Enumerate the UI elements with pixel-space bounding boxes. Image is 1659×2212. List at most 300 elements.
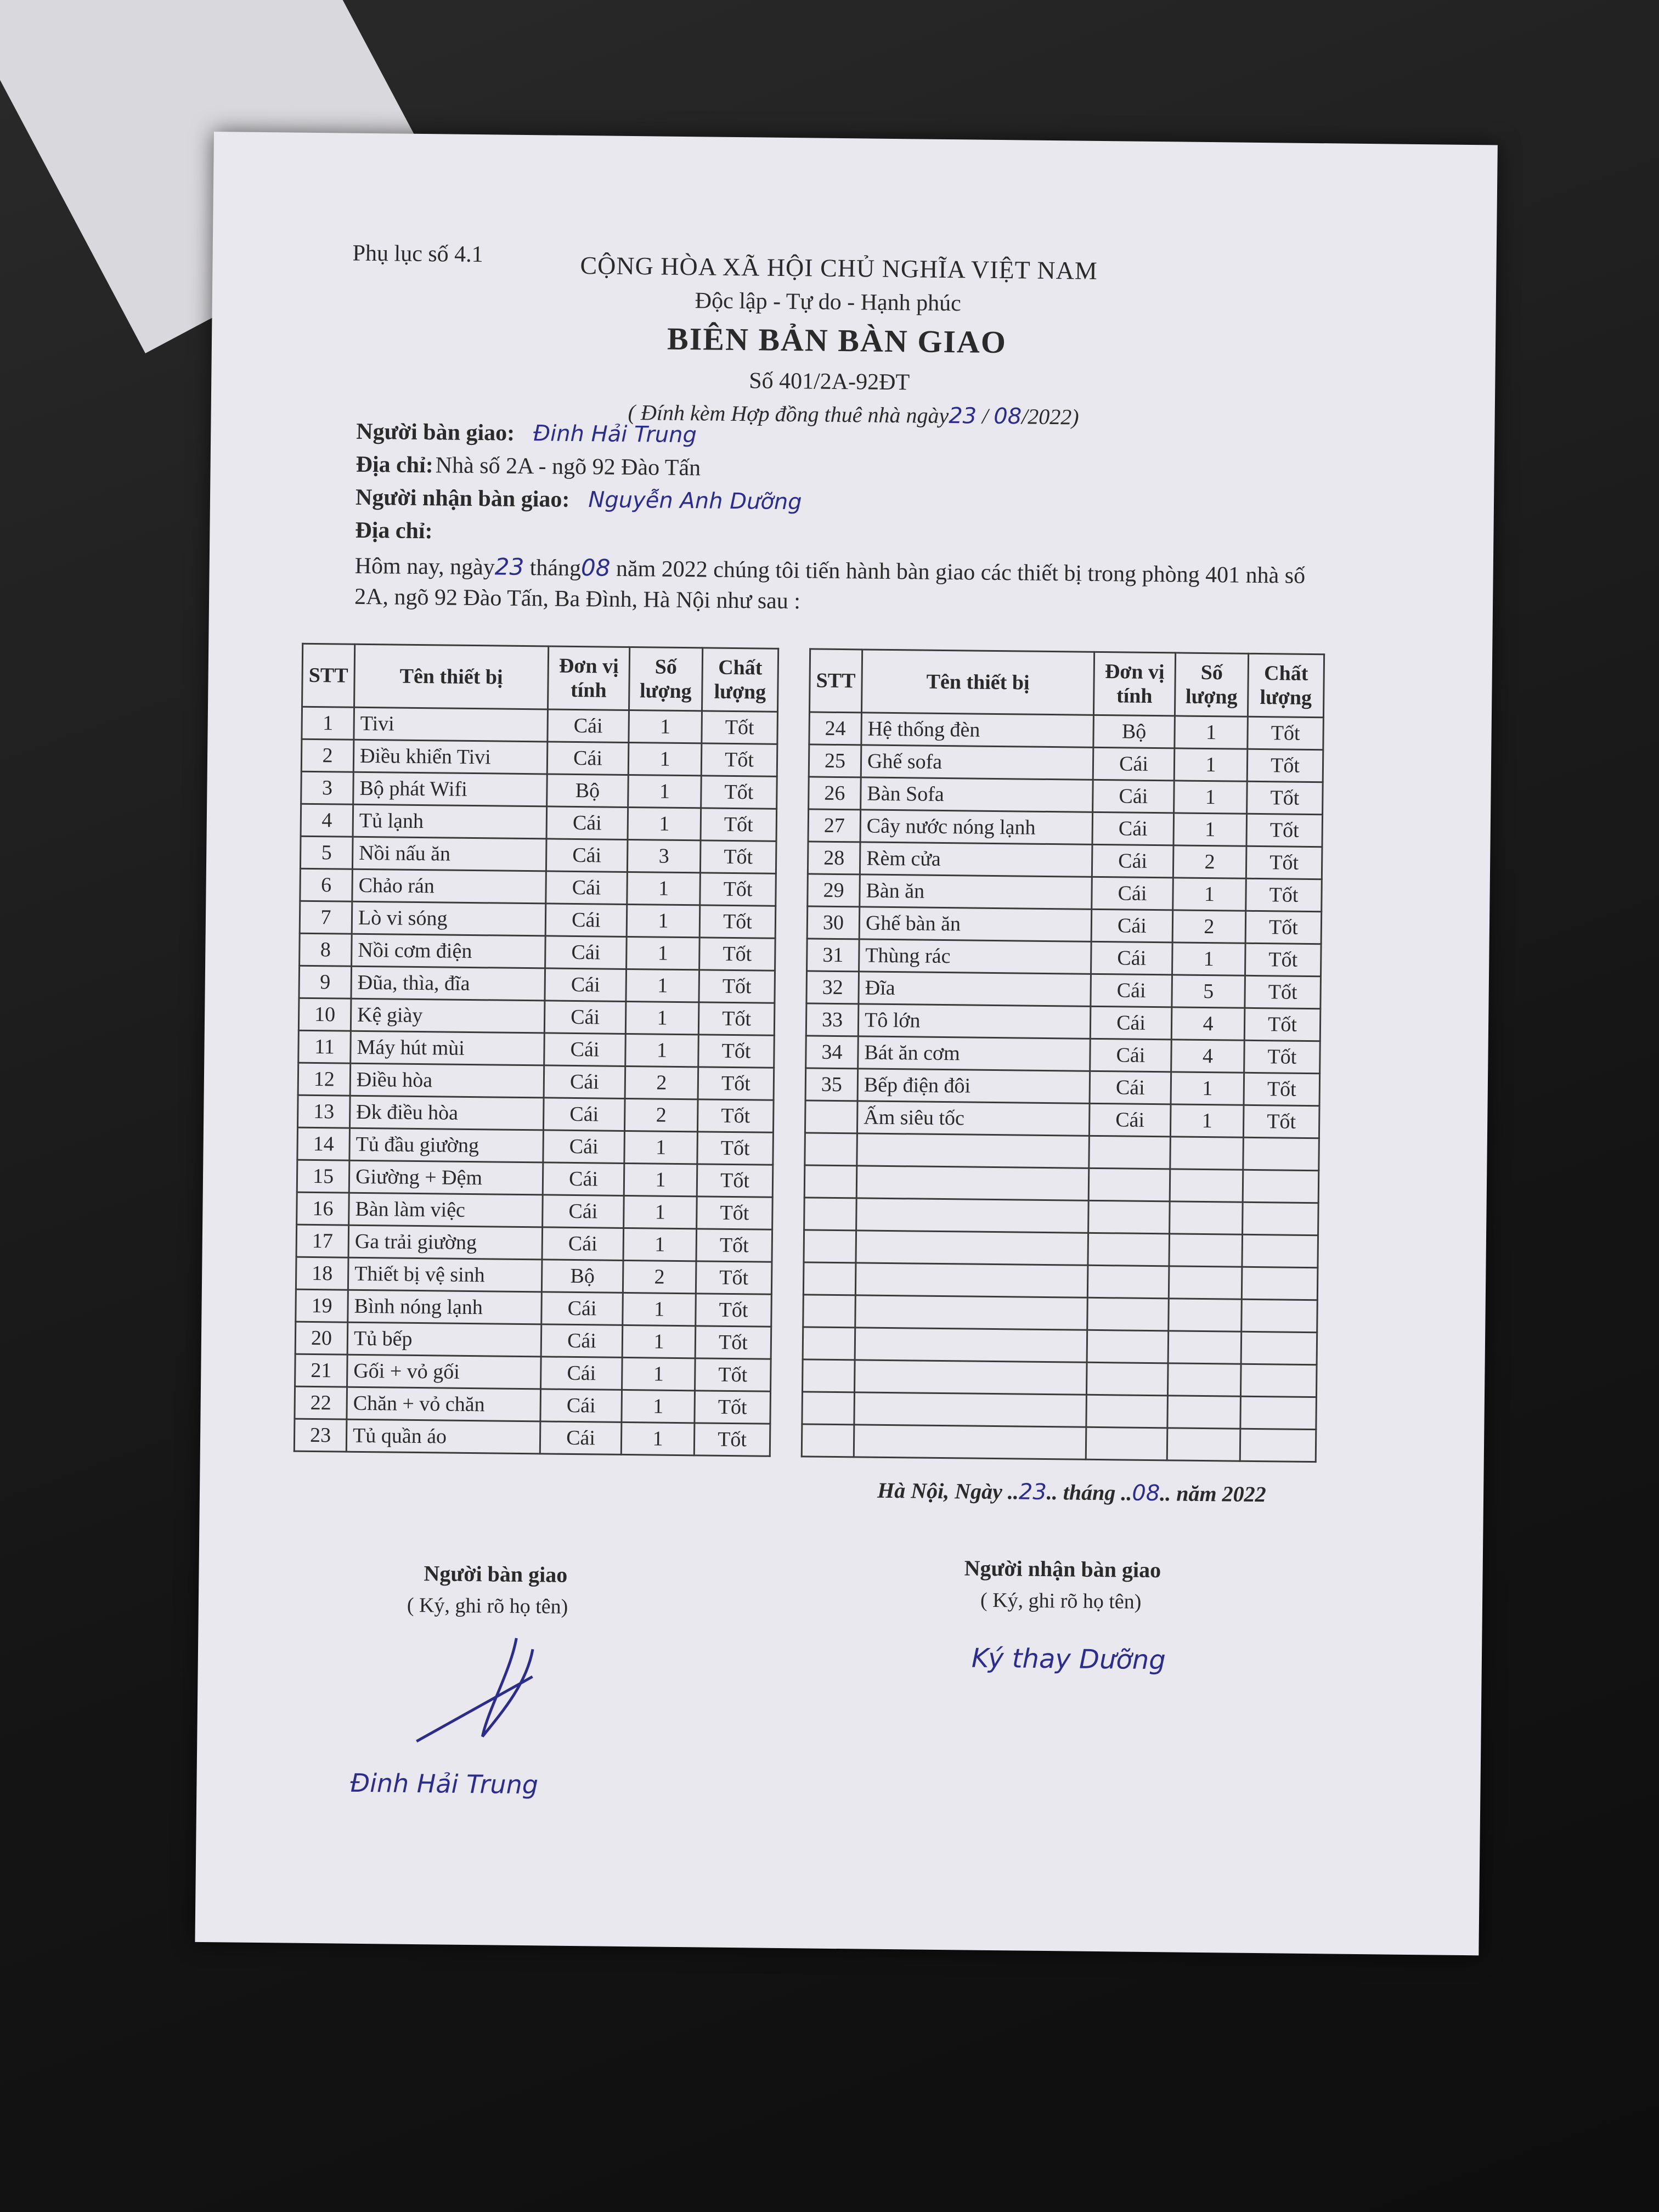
cell-name: Giường + Đệm <box>349 1160 543 1195</box>
col-qty: Số lượng <box>629 647 702 710</box>
cell-qty: 1 <box>623 1293 696 1325</box>
intro-p3: năm 2022 chúng tôi tiến hành bàn giao các thiết bị trong phòng 401 nhà số 2A, ngõ 92 Đào Tấn, Ba Đình, Hà Nội như sau : <box>354 556 1306 614</box>
receiver-label: Người nhận bàn giao: <box>355 484 570 512</box>
table-row <box>296 1289 772 1327</box>
cell-qty: 1 <box>622 1390 695 1423</box>
cell-quality <box>1240 1429 1316 1462</box>
cell-unit: Cái <box>548 709 629 743</box>
cell-name: Bếp điện đôi <box>857 1069 1090 1103</box>
cell-name: Ghế bàn ăn <box>859 907 1092 941</box>
cell-name: Đũa, thìa, đĩa <box>351 966 545 1001</box>
intro-day: 23 <box>494 553 524 580</box>
cell-unit: Cái <box>1091 941 1173 975</box>
equipment-table-right <box>801 648 1325 1463</box>
cell-quality: Tốt <box>702 711 778 744</box>
cell-stt: 5 <box>300 836 353 869</box>
cell-unit: Cái <box>1092 812 1174 845</box>
cell-stt: 27 <box>808 809 861 842</box>
date-prefix: Hà Nội, Ngày .. <box>877 1477 1019 1504</box>
cell-unit: Cái <box>544 1033 626 1066</box>
cell-stt: 33 <box>806 1003 859 1036</box>
cell-name <box>855 1328 1087 1362</box>
cell-unit: Cái <box>1093 747 1175 781</box>
cell-unit: Cái <box>547 742 629 775</box>
cell-stt: 25 <box>809 744 861 777</box>
table-row <box>804 1198 1319 1235</box>
cell-quality: Tốt <box>697 1197 773 1229</box>
table-row <box>298 1030 775 1068</box>
cell-stt: 17 <box>296 1224 349 1257</box>
cell-unit: Cái <box>1091 974 1172 1007</box>
cell-unit <box>1088 1233 1170 1266</box>
cell-name: Điều hòa <box>350 1063 544 1098</box>
address-value: Nhà số 2A - ngõ 92 Đào Tấn <box>435 453 701 481</box>
cell-unit <box>1086 1427 1167 1460</box>
cell-unit: Cái <box>1090 1071 1171 1104</box>
cell-qty <box>1167 1396 1241 1429</box>
receiver-signed-name: Ký thay Dưỡng <box>971 1643 1166 1676</box>
cell-unit: Cái <box>543 1195 624 1228</box>
cell-qty: 1 <box>622 1325 696 1358</box>
cell-name: Ấm siêu tốc <box>857 1101 1090 1136</box>
table-row <box>295 1354 771 1391</box>
cell-qty: 1 <box>627 872 701 905</box>
cell-stt <box>803 1262 856 1295</box>
document-title: BIÊN BẢN BÀN GIAO <box>667 320 1007 360</box>
cell-quality <box>1241 1331 1317 1364</box>
cell-quality <box>1243 1202 1319 1235</box>
cell-stt <box>803 1295 856 1328</box>
table-row <box>300 836 776 873</box>
cell-stt: 20 <box>295 1322 348 1355</box>
table-row <box>302 707 778 744</box>
cell-qty: 1 <box>627 904 700 937</box>
appendix-label: Phụ lục số 4.1 <box>352 240 483 268</box>
cell-qty <box>1168 1331 1242 1364</box>
cell-unit: Cái <box>1090 1039 1172 1072</box>
cell-quality <box>1242 1299 1318 1332</box>
cell-quality: Tốt <box>1243 1105 1319 1138</box>
table-row <box>808 874 1322 912</box>
cell-stt: 16 <box>297 1192 349 1225</box>
cell-qty: 2 <box>1173 845 1246 878</box>
equipment-table-left <box>294 643 779 1457</box>
table-row <box>802 1424 1316 1462</box>
cell-name: Gối + vỏ gối <box>347 1355 541 1389</box>
cell-stt <box>804 1230 856 1263</box>
address2-label: Địa chỉ: <box>355 517 433 544</box>
giver-signature-icon <box>405 1626 549 1754</box>
cell-stt: 13 <box>298 1095 351 1128</box>
cell-quality: Tốt <box>701 776 777 809</box>
cell-name: Bát ăn cơm <box>858 1036 1091 1071</box>
date-mid: .. tháng .. <box>1046 1480 1132 1505</box>
cell-stt: 1 <box>302 707 354 740</box>
table-left-body <box>294 707 777 1456</box>
cell-stt: 19 <box>296 1289 348 1322</box>
cell-name: Hệ thống đèn <box>861 713 1094 747</box>
cell-stt: 2 <box>301 739 354 772</box>
motto: Độc lập - Tự do - Hạnh phúc <box>695 288 962 317</box>
cell-qty: 1 <box>626 969 699 1002</box>
cell-unit: Cái <box>541 1357 623 1390</box>
cell-name <box>854 1392 1087 1427</box>
cell-qty <box>1169 1266 1242 1299</box>
table-row <box>298 1063 774 1100</box>
cell-unit: Cái <box>543 1098 625 1131</box>
cell-name: Thiết bị vệ sinh <box>348 1257 542 1292</box>
cell-qty: 1 <box>621 1422 695 1455</box>
cell-quality: Tốt <box>1245 975 1321 1008</box>
cell-stt: 18 <box>296 1257 348 1290</box>
table-row <box>301 739 777 776</box>
cell-qty: 1 <box>627 936 700 969</box>
table-row <box>300 868 776 906</box>
cell-name: Chảo rán <box>352 869 546 904</box>
cell-quality: Tốt <box>698 1002 775 1035</box>
cell-stt <box>805 1101 857 1133</box>
cell-qty: 1 <box>624 1131 698 1164</box>
cell-quality: Tốt <box>1247 749 1323 782</box>
cell-quality: Tốt <box>697 1132 774 1165</box>
cell-qty: 1 <box>1171 1072 1244 1105</box>
cell-unit: Cái <box>1092 844 1173 878</box>
table-row <box>297 1160 773 1197</box>
cell-quality: Tốt <box>697 1099 774 1132</box>
cell-unit <box>1087 1265 1169 1299</box>
table-row <box>803 1327 1317 1365</box>
cell-stt: 28 <box>808 842 860 874</box>
giver-signed-name: Đinh Hải Trung <box>350 1768 539 1800</box>
cell-quality: Tốt <box>1247 781 1323 814</box>
cell-quality: Tốt <box>698 1035 775 1068</box>
document-number: Số 401/2A-92ĐT <box>749 368 910 396</box>
table-row <box>295 1386 771 1424</box>
document-page <box>195 132 1497 1955</box>
date-month: 08 <box>1132 1480 1160 1506</box>
table-header-row <box>809 649 1324 718</box>
cell-stt: 12 <box>298 1063 351 1096</box>
cell-unit: Cái <box>1089 1103 1171 1137</box>
cell-quality: Tốt <box>699 970 775 1003</box>
cell-qty: 1 <box>629 710 702 743</box>
cell-qty: 1 <box>1173 878 1246 911</box>
cell-quality <box>1240 1364 1317 1397</box>
cell-name: Bình nóng lạnh <box>348 1290 542 1324</box>
cell-qty: 1 <box>1172 943 1246 975</box>
cell-stt <box>804 1198 857 1231</box>
col-name: Tên thiết bị <box>354 644 549 709</box>
table-row <box>300 901 776 938</box>
receiver-name: Nguyễn Anh Dưỡng <box>588 487 802 515</box>
table-row <box>807 939 1322 977</box>
cell-qty: 1 <box>625 1001 699 1034</box>
cell-qty <box>1167 1428 1240 1461</box>
cell-quality <box>1242 1234 1318 1267</box>
table-row <box>808 842 1322 879</box>
cell-qty <box>1169 1299 1242 1331</box>
cell-stt: 11 <box>298 1030 351 1063</box>
table-row <box>298 998 775 1035</box>
cell-unit <box>1087 1297 1169 1331</box>
cell-unit: Cái <box>541 1324 623 1358</box>
table-row <box>809 777 1323 815</box>
table-row <box>298 1095 774 1132</box>
table-row <box>296 1257 772 1294</box>
table-row <box>804 1165 1319 1203</box>
cell-stt <box>803 1359 855 1392</box>
cell-name: Máy hút mùi <box>351 1031 545 1065</box>
cell-stt <box>804 1165 857 1198</box>
table-row <box>301 804 777 841</box>
cell-stt: 7 <box>300 901 352 934</box>
intro-p1: Hôm nay, ngày <box>354 553 495 580</box>
cell-name: Điều khiển Tivi <box>353 740 548 774</box>
table-row <box>807 906 1322 944</box>
cell-qty: 1 <box>1170 1104 1244 1137</box>
cell-qty <box>1170 1169 1243 1202</box>
cell-qty <box>1169 1234 1243 1267</box>
cell-quality: Tốt <box>700 840 776 873</box>
cell-name: Tivi <box>354 707 548 742</box>
cell-quality: Tốt <box>701 808 777 841</box>
cell-unit <box>1088 1168 1170 1201</box>
table-row <box>806 1036 1321 1074</box>
cell-unit <box>1088 1200 1170 1234</box>
attachment-prefix: ( Đính kèm Hợp đồng thuê nhà ngày <box>628 399 949 428</box>
address-line <box>356 452 701 482</box>
cell-unit: Cái <box>1092 877 1173 910</box>
cell-qty: 2 <box>624 1098 698 1131</box>
cell-qty: 3 <box>627 839 701 872</box>
cell-name <box>857 1133 1090 1168</box>
table-row <box>296 1224 772 1262</box>
cell-unit: Bộ <box>541 1260 623 1293</box>
cell-name: Tủ đầu giường <box>349 1128 544 1163</box>
giver-sign-title: Người bàn giao <box>424 1561 568 1587</box>
cell-stt: 14 <box>297 1127 350 1160</box>
cell-stt: 29 <box>808 874 860 907</box>
cell-name: Tủ quần áo <box>346 1419 540 1454</box>
cell-quality: Tốt <box>695 1358 771 1391</box>
cell-quality: Tốt <box>696 1294 772 1327</box>
cell-stt <box>802 1424 854 1457</box>
cell-quality: Tốt <box>1245 911 1322 944</box>
cell-name: Nồi nấu ăn <box>352 837 546 871</box>
attachment-sep: / <box>976 403 994 428</box>
cell-name: Tủ lạnh <box>353 804 547 839</box>
cell-quality: Tốt <box>699 905 776 938</box>
cell-qty: 2 <box>625 1066 698 1099</box>
table-row <box>301 771 777 809</box>
giver-label: Người bàn giao: <box>356 419 515 446</box>
table-row <box>805 1068 1320 1106</box>
cell-qty <box>1167 1363 1241 1396</box>
cell-name: Ghế sofa <box>861 745 1093 780</box>
cell-stt <box>803 1327 855 1360</box>
cell-name: Bộ phát Wifi <box>353 772 548 806</box>
cell-stt: 22 <box>295 1386 347 1419</box>
cell-unit: Cái <box>1093 780 1175 813</box>
cell-unit: Cái <box>546 871 628 905</box>
receiver-line <box>356 484 802 516</box>
cell-unit: Cái <box>1091 909 1173 943</box>
cell-quality: Tốt <box>1244 1040 1321 1073</box>
table-row <box>805 1101 1319 1138</box>
cell-unit: Cái <box>543 1130 625 1164</box>
cell-name: Rèm cửa <box>860 842 1092 877</box>
table-header-row <box>302 644 778 712</box>
table-row <box>300 933 776 970</box>
cell-quality: Tốt <box>697 1164 773 1197</box>
cell-stt: 8 <box>300 933 352 966</box>
cell-name: Bàn Sofa <box>861 777 1093 812</box>
cell-quality: Tốt <box>694 1423 770 1456</box>
nation-heading: CỘNG HÒA XÃ HỘI CHỦ NGHĨA VIỆT NAM <box>580 251 1098 285</box>
cell-qty: 1 <box>624 1195 697 1228</box>
cell-quality: Tốt <box>695 1326 771 1359</box>
cell-stt: 31 <box>807 939 860 972</box>
cell-unit: Cái <box>541 1292 623 1325</box>
cell-unit: Cái <box>546 839 628 872</box>
receiver-sign-title: Người nhận bàn giao <box>964 1555 1161 1583</box>
table-row <box>808 809 1323 847</box>
cell-quality: Tốt <box>696 1261 772 1294</box>
cell-name: Lò vi sóng <box>352 901 546 936</box>
cell-name: Bàn làm việc <box>349 1193 543 1227</box>
cell-name <box>854 1425 1086 1459</box>
cell-quality: Tốt <box>699 938 776 970</box>
table-row <box>297 1192 773 1229</box>
cell-qty: 1 <box>622 1357 696 1390</box>
cell-quality: Tốt <box>700 873 776 906</box>
cell-qty: 4 <box>1171 1007 1245 1040</box>
cell-unit <box>1087 1330 1169 1363</box>
cell-quality <box>1243 1170 1319 1203</box>
attachment-day: 23 <box>948 403 977 429</box>
cell-qty: 1 <box>624 1163 697 1196</box>
cell-unit: Cái <box>542 1227 624 1261</box>
cell-stt: 30 <box>807 906 860 939</box>
cell-stt: 4 <box>301 804 353 837</box>
cell-name: Bàn ăn <box>860 874 1092 909</box>
table-row <box>802 1392 1317 1430</box>
cell-quality: Tốt <box>1244 1073 1320 1105</box>
cell-unit: Cái <box>545 904 627 937</box>
table-row <box>295 1322 771 1359</box>
address-label: Địa chỉ: <box>356 452 434 478</box>
cell-qty <box>1170 1201 1243 1234</box>
cell-quality: Tốt <box>1246 846 1322 879</box>
table-row <box>805 1133 1319 1171</box>
cell-qty: 1 <box>1173 813 1247 846</box>
cell-stt: 35 <box>805 1068 858 1101</box>
cell-name: Tủ bếp <box>347 1322 541 1357</box>
cell-quality <box>1243 1137 1319 1170</box>
col-quality: Chất lượng <box>1248 653 1324 717</box>
cell-qty: 4 <box>1171 1040 1245 1073</box>
col-unit: Đơn vị tính <box>548 646 630 710</box>
cell-quality: Tốt <box>701 743 777 776</box>
cell-quality: Tốt <box>1246 814 1323 847</box>
cell-stt: 23 <box>294 1419 347 1452</box>
col-unit: Đơn vị tính <box>1093 652 1175 716</box>
cell-stt: 15 <box>297 1160 349 1193</box>
cell-stt <box>805 1133 857 1166</box>
giver-name: Đinh Hải Trung <box>533 421 697 448</box>
cell-name: Thùng rác <box>859 939 1092 974</box>
cell-qty: 2 <box>623 1260 696 1293</box>
cell-quality: Tốt <box>1248 716 1324 749</box>
date-line <box>877 1477 1266 1507</box>
cell-name: Ga trải giường <box>348 1225 543 1260</box>
cell-unit <box>1086 1362 1168 1396</box>
cell-stt: 9 <box>299 966 352 998</box>
table-right-body <box>802 712 1323 1462</box>
col-stt: STT <box>302 644 355 707</box>
attachment-suffix: /2022) <box>1021 404 1079 430</box>
cell-qty: 1 <box>623 1228 697 1261</box>
cell-name <box>855 1295 1088 1330</box>
cell-qty: 1 <box>628 742 702 775</box>
cell-stt: 32 <box>806 971 859 1004</box>
cell-qty: 1 <box>1174 781 1248 814</box>
table-row <box>804 1230 1318 1268</box>
cell-qty: 1 <box>625 1034 699 1066</box>
cell-name: Tô lớn <box>858 1004 1091 1039</box>
cell-stt: 6 <box>300 868 353 901</box>
cell-unit: Cái <box>540 1389 622 1423</box>
col-stt: STT <box>809 649 862 713</box>
cell-quality: Tốt <box>1246 878 1322 911</box>
cell-name <box>855 1263 1088 1297</box>
cell-quality <box>1240 1396 1317 1429</box>
cell-name <box>855 1360 1087 1395</box>
cell-unit: Cái <box>544 1065 625 1099</box>
address2-line <box>355 517 433 544</box>
cell-unit: Cái <box>545 968 627 1002</box>
cell-unit: Cái <box>546 806 628 840</box>
col-name: Tên thiết bị <box>861 650 1094 715</box>
giver-sign-sub: ( Ký, ghi rõ họ tên) <box>407 1593 568 1618</box>
cell-name: Nồi cơm điện <box>352 934 546 968</box>
table-row <box>294 1419 770 1456</box>
cell-name <box>856 1198 1089 1233</box>
cell-unit: Cái <box>540 1421 622 1455</box>
cell-unit <box>1089 1136 1171 1169</box>
intro-month: 08 <box>580 554 611 582</box>
cell-qty: 1 <box>628 775 702 808</box>
cell-unit: Cái <box>543 1163 624 1196</box>
table-row <box>803 1359 1317 1397</box>
cell-unit: Bộ <box>1093 715 1175 748</box>
cell-stt: 34 <box>806 1036 859 1069</box>
intro-p2: tháng <box>523 555 582 582</box>
cell-stt <box>802 1392 855 1425</box>
table-row <box>806 971 1321 1009</box>
cell-qty <box>1170 1137 1244 1170</box>
date-suffix: .. năm 2022 <box>1160 1481 1266 1507</box>
cell-stt: 3 <box>301 771 354 804</box>
cell-stt: 26 <box>809 777 861 810</box>
cell-qty: 1 <box>1175 716 1248 749</box>
cell-qty: 2 <box>1172 910 1246 943</box>
receiver-sign-sub: ( Ký, ghi rõ họ tên) <box>980 1588 1142 1613</box>
cell-qty: 1 <box>628 807 701 840</box>
cell-stt: 21 <box>295 1354 348 1387</box>
cell-quality: Tốt <box>1244 1008 1321 1041</box>
cell-quality: Tốt <box>698 1067 774 1100</box>
